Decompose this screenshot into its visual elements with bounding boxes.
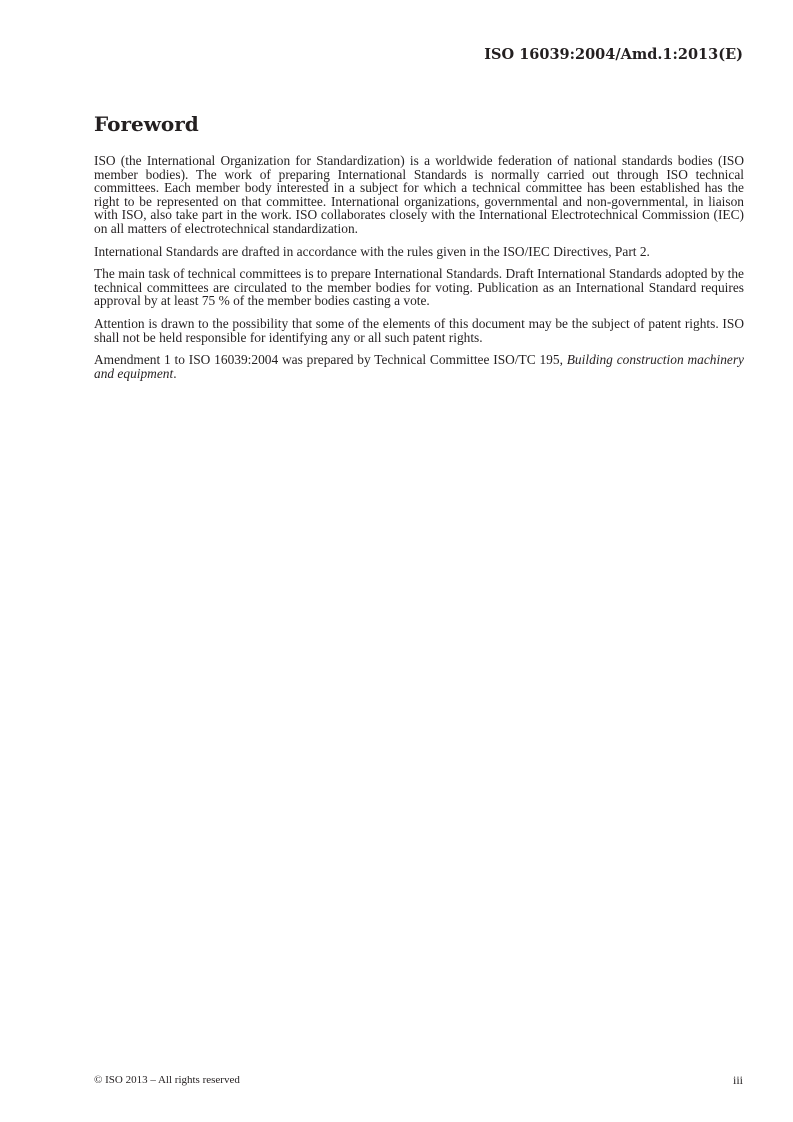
paragraph-iso-intro: ISO (the International Organization for Standardization) is a worldwide federation of national standards bodies (ISO member bodies). The work of preparing International Standards is normally carried out through ISO technical committees. Each member body interested in a subject for which a technical committee has been established has the right to be represented on that committee. International organizations, governmental and non-governmental, in liaison with ISO, also take part in the work. ISO collaborates closely with the International Electrotechnical Commission (IEC) on all matters of electrotechnical standardization. [94, 153, 744, 236]
amendment-tail: . [173, 365, 177, 381]
copyright-notice: © ISO 2013 – All rights reserved [94, 1074, 240, 1086]
paragraph-directives: International Standards are drafted in accordance with the rules given in the ISO/IEC Directives, Part 2. [94, 243, 650, 259]
document-id: ISO 16039:2004/Amd.1:2013(E) [484, 46, 743, 63]
amendment-committee: Building construction machinery and equipment [94, 352, 744, 381]
page-title: Foreword [94, 112, 199, 136]
page-number: iii [732, 1073, 743, 1087]
paragraph-amendment [94, 353, 744, 380]
paragraph-main-task: The main task of technical committees is to prepare International Standards. Draft International Standards adopted by the technical committees are circulated to the member bodies for voting. Publication as an International Standard requires approval by at least 75 % of the member bodies casting a vote. [94, 266, 744, 309]
foreword-body [94, 154, 744, 389]
paragraph-patent-rights: Attention is drawn to the possibility that some of the elements of this document may be the subject of patent rights. ISO shall not be held responsible for identifying any or all such patent rights. [94, 315, 744, 345]
amendment-lead: Amendment 1 to ISO 16039:2004 was prepared by Technical Committee ISO/TC 195, [94, 352, 567, 368]
